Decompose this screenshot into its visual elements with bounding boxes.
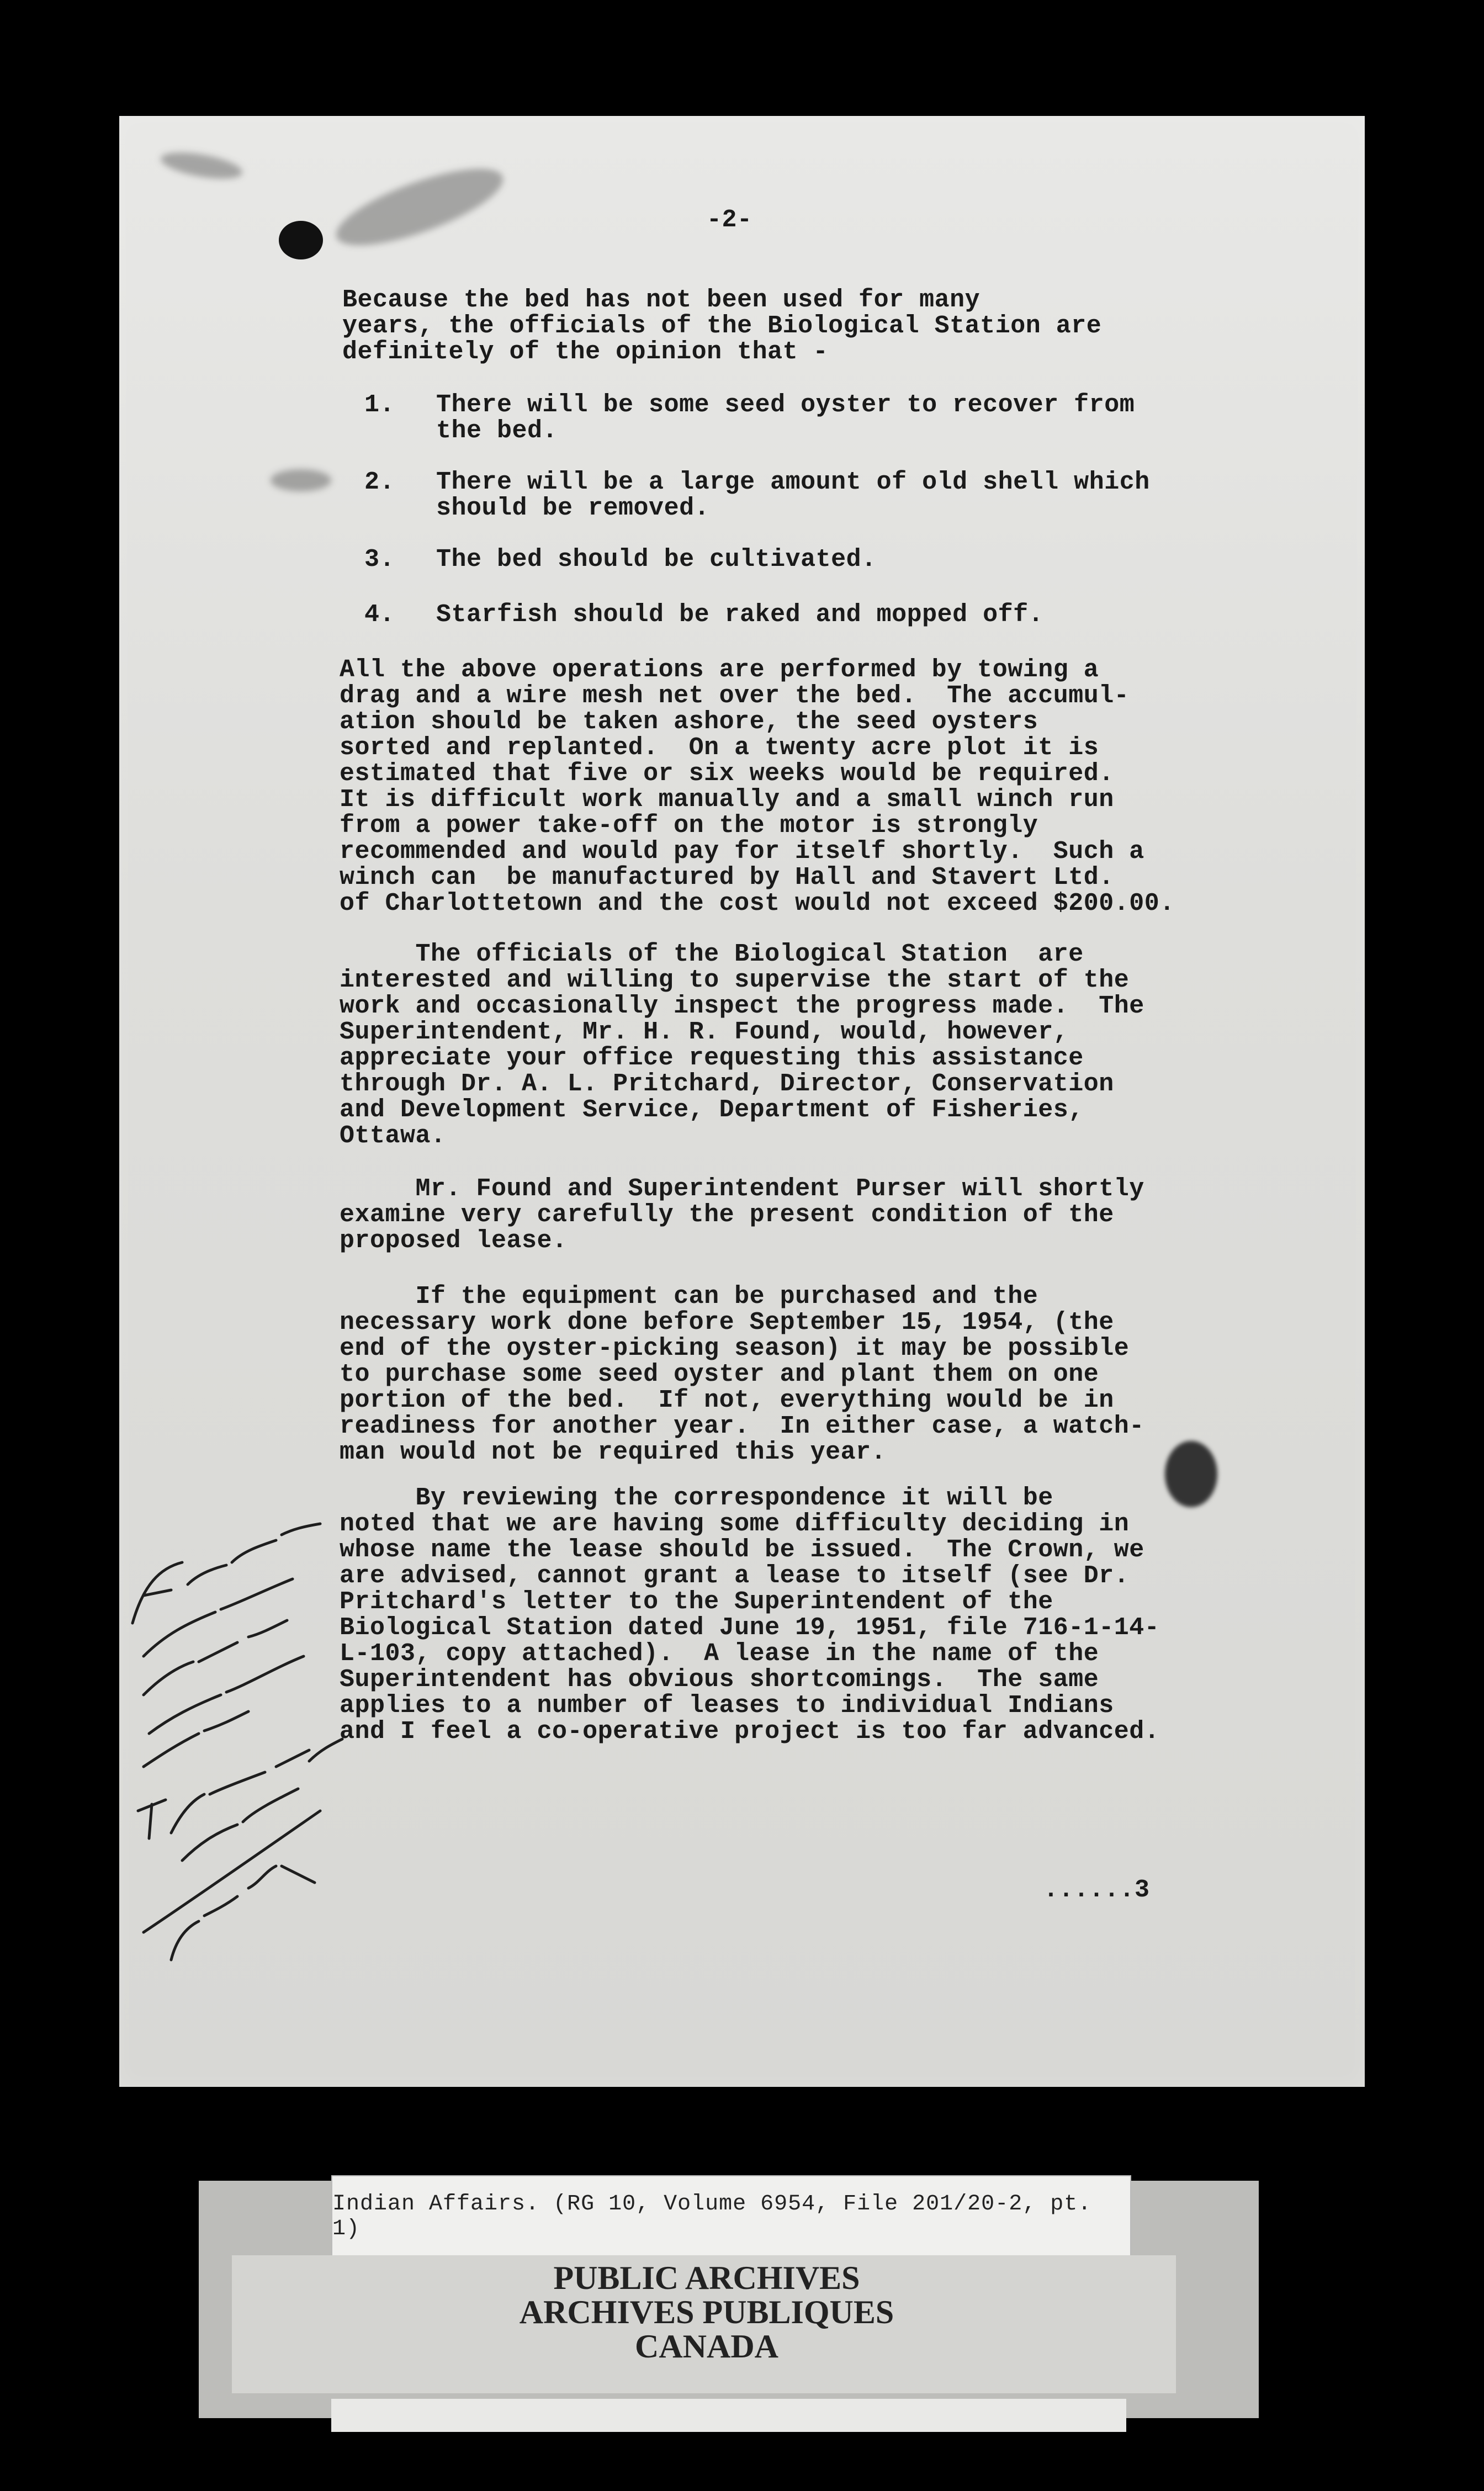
list-item: 4. Starfish should be raked and mopped off. xyxy=(364,601,1044,629)
ink-blot xyxy=(279,221,323,259)
paragraph-equipment: If the equipment can be purchased and the necessary work done before September 15, 1954, (the end of the oyster-picking season) it may be possible to purchase some seed oyster and plant them on one portion of the bed. If not, everything would be in readiness for another year. In either case, a watch- man would not be required this year. xyxy=(340,1282,1144,1466)
list-item: 2. There will be a large amount of old shell which should be removed. xyxy=(364,468,1150,522)
continuation-marker: ......3 xyxy=(1043,1876,1150,1904)
paragraph-inspection: Mr. Found and Superintendent Purser will shortly examine very carefully the present condition of the proposed lease. xyxy=(340,1175,1144,1255)
page-number: -2- xyxy=(707,206,752,234)
bottom-strip xyxy=(331,2399,1126,2432)
list-item: 3. The bed should be cultivated. xyxy=(364,545,877,574)
paragraph-operations: All the above operations are performed by towing a drag and a wire mesh net over the bed. The accumul- ation should be taken ashore, the seed oysters sorted and replanted. On a twenty acre plot it is estimated that five or six weeks would be required. It is difficult work manually and a small winch run from a power take-off on the motor is strongly recommended and would pay for itself shortly. Such a winch can be manufactured by Hall and Stavert Ltd. of Charlottetown and the cost would not exceed $200.00. xyxy=(340,656,1175,918)
ink-blot xyxy=(1165,1441,1217,1507)
paragraph-supervision: The officials of the Biological Station are interested and willing to supervise the start of the work and occasionally inspect the progress made. The Superintendent, Mr. H. R. Found, would, however, appreciate your office requesting this assistance through Dr. A. L. Pritchard, Director, Conservation and Development Service, Department of Fisheries, Ottawa. xyxy=(340,940,1144,1150)
handwritten-note xyxy=(110,1502,420,1999)
smudge xyxy=(271,469,331,491)
list-item: 1. There will be some seed oyster to recover from the bed. xyxy=(364,391,1135,445)
paragraph-lease-name: By reviewing the correspondence it will be noted that we are having some difficulty deciding in whose name the lease should be issued. The Crown, we are advised, cannot grant a lease to itself (see Dr. Pritchard's letter to the Superintendent of the Biological Station dated June 19, 1951, file 716-1-14- L-103, copy attached). A lease in the name of the Superintendent has obvious shortcomings. The same applies to a number of leases to individual Indians and I feel a co-operative project is too far advanced. xyxy=(340,1484,1160,1746)
archive-reference-tag: Indian Affairs. (RG 10, Volume 6954, File 201/20-2, pt. 1) xyxy=(331,2175,1131,2257)
archive-stamp: PUBLIC ARCHIVES ARCHIVES PUBLIQUES CANADA xyxy=(519,2260,894,2365)
intro-paragraph: Because the bed has not been used for many years, the officials of the Biological Station are definitely of the opinion that - xyxy=(342,286,1102,366)
